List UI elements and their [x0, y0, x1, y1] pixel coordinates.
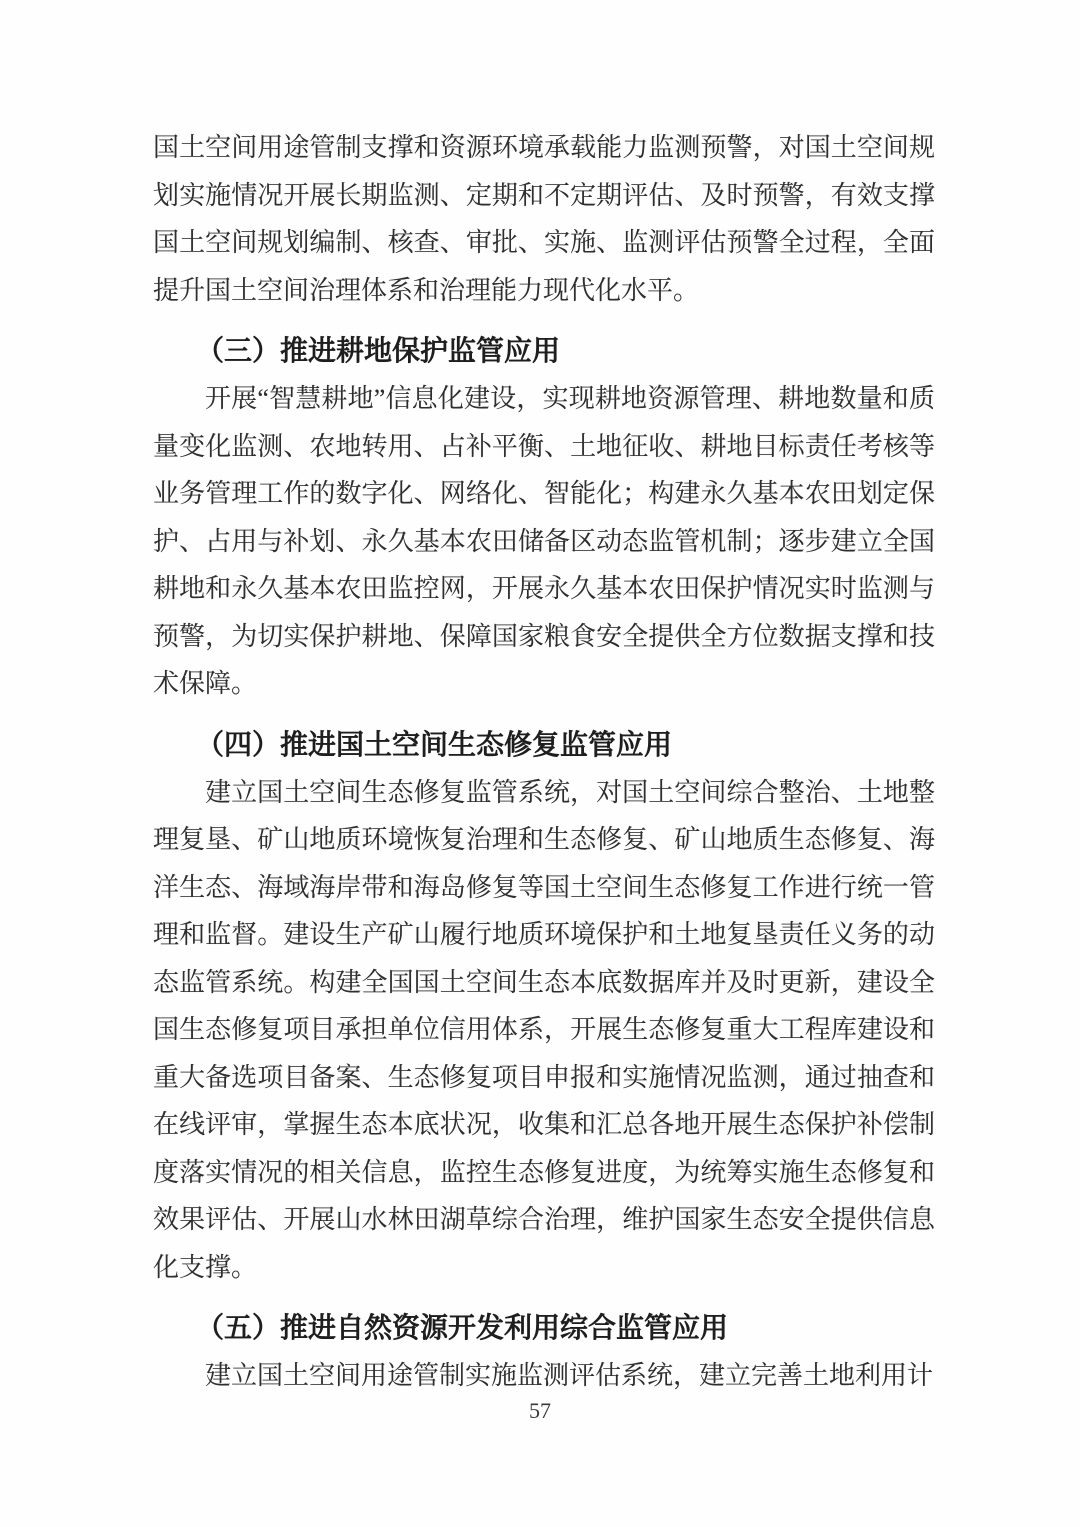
section-heading-4: （四）推进国土空间生态修复监管应用 — [196, 728, 673, 760]
section-heading-3: （三）推进耕地保护监管应用 — [196, 335, 561, 366]
page-content — [153, 124, 935, 1400]
page-number: 57 — [529, 1398, 551, 1423]
paragraph-resource-utilization: 建立国土空间用途管制实施监测评估系统，建立完善土地利用计 — [205, 1361, 934, 1390]
paragraph-ecological-restoration: 建立国土空间生态修复监管系统，对国土空间综合整治、土地整理复垦、矿山地质环境恢复治理和生态修复、矿山地质生态修复、海洋生态、海域海岸带和海岛修复等国土空间生态修复工作进行统一管理和监督。建设生产矿山履行地质环境保护和土地复垦责任义务的动态监管系统。构建全国国土空间生态本底数据库并及时更新，建设全国生态修复项目承担单位信用体系，开展生态修复重大工程库建设和重大备选项目备案、生态修复项目申报和实施情况监测，通过抽查和在线评审，掌握生态本底状况，收集和汇总各地开展生态保护补偿制度落实情况的相关信息，监控生态修复进度，为统筹实施生态修复和效果评估、开展山水林田湖草综合治理，维护国家生态安全提供信息化支撑。 — [153, 777, 935, 1282]
paragraph-continuation: 国土空间用途管制支撑和资源环境承载能力监测预警，对国土空间规划实施情况开展长期监测、定期和不定期评估、及时预警，有效支撑国土空间规划编制、核查、审批、实施、监测评估预警全过程，全面提升国土空间治理体系和治理能力现代化水平。 — [153, 133, 935, 305]
paragraph-farmland-protection: 开展“智慧耕地”信息化建设，实现耕地资源管理、耕地数量和质量变化监测、农地转用、占补平衡、土地征收、耕地目标责任考核等业务管理工作的数字化、网络化、智能化；构建永久基本农田划定保护、占用与补划、永久基本农田储备区动态监管机制；逐步建立全国耕地和永久基本农田监控网，开展永久基本农田保护情况实时监测与预警，为切实保护耕地、保障国家粮食安全提供全方位数据支撑和技术保障。 — [153, 384, 935, 698]
section-heading-5: （五）推进自然资源开发利用综合监管应用 — [196, 1312, 729, 1343]
